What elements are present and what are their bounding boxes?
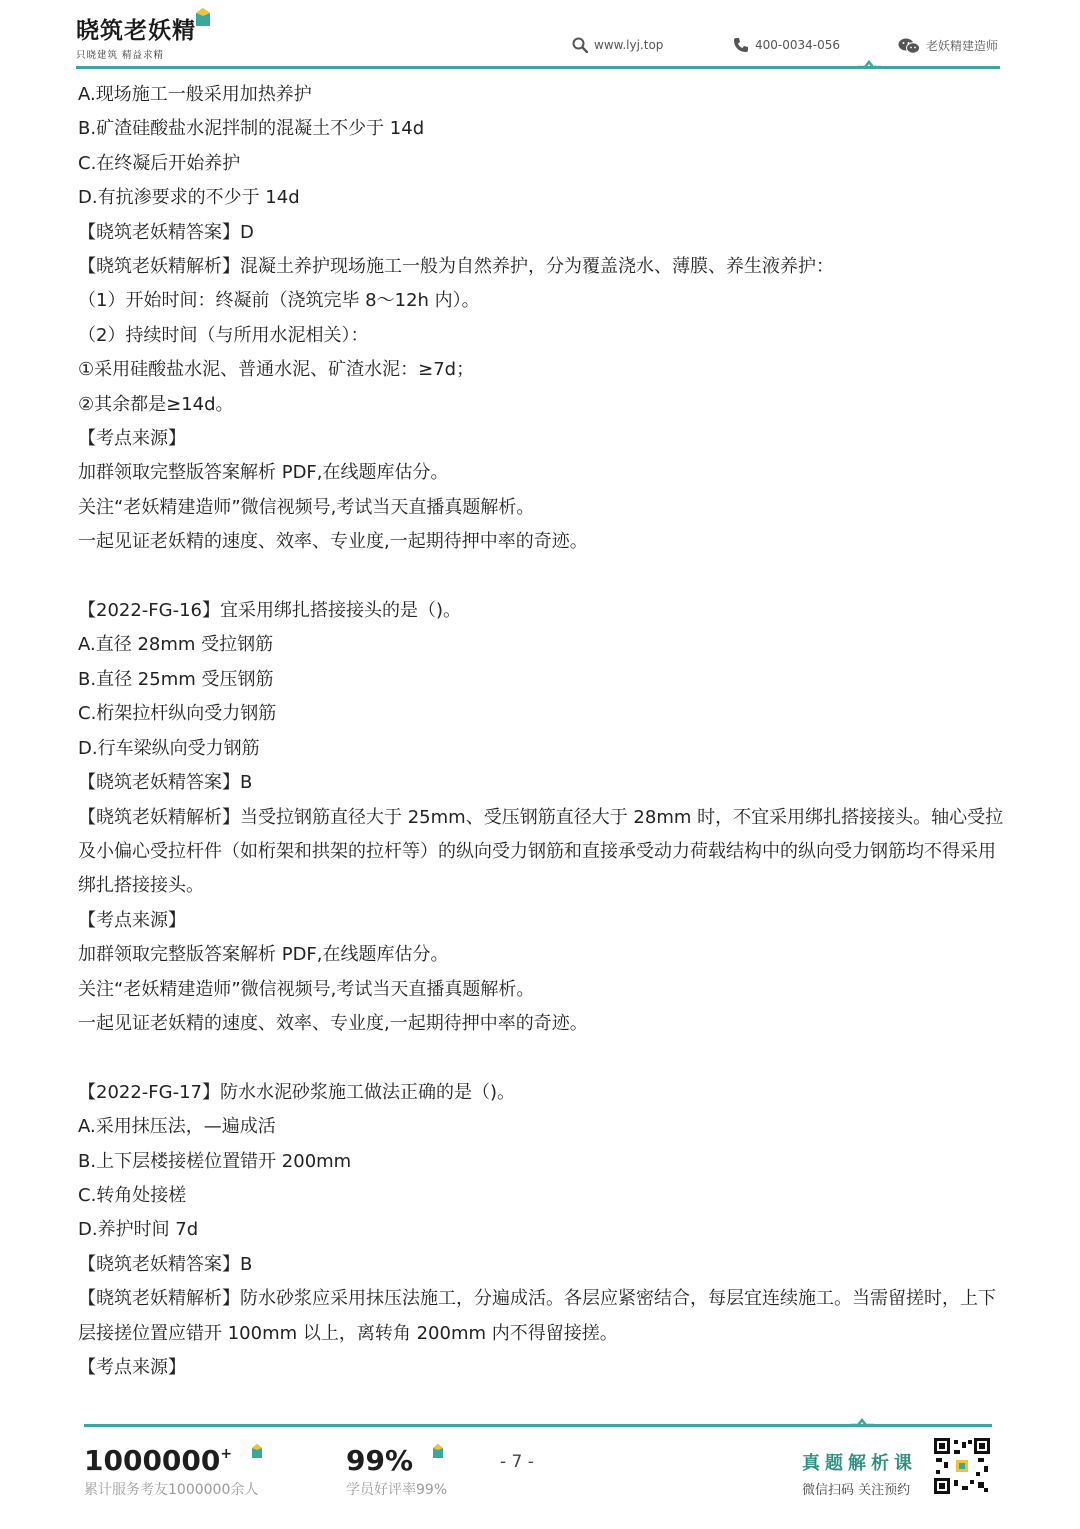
wechat-link[interactable] xyxy=(898,37,998,54)
logo-mark-icon xyxy=(433,1444,443,1458)
analysis-line: （2）持续时间（与所用水泥相关）： xyxy=(78,324,369,346)
option-c: C.转角处接槎 xyxy=(78,1184,187,1206)
stat-users-plus: + xyxy=(220,1446,233,1462)
analysis-line: ①采用硅酸盐水泥、普通水泥、矿渣水泥：≥7d； xyxy=(78,359,475,381)
option-c: C.桁架拉杆纵向受力钢筋 xyxy=(78,703,277,725)
analysis-paragraph: 【晓筑老妖精解析】防水砂浆应采用抹压法施工，分遍成活。各层应紧密结合，每层宜连续施工。当需留搓时，上下层接搓位置应错开 100mm 以上，离转角 200mm 内不得留接搓。 xyxy=(78,1288,996,1344)
answer: 【晓筑老妖精答案】B xyxy=(78,1253,253,1275)
search-icon xyxy=(572,37,588,53)
course-promo xyxy=(802,1449,917,1498)
option-a: A.采用抹压法，—遍成活 xyxy=(78,1116,276,1138)
analysis-paragraph: 【晓筑老妖精解析】当受拉钢筋直径大于 25mm、受压钢筋直径大于 28mm 时，不宜采用绑扎搭接接头。轴心受拉及小偏心受拉杆件（如桁架和拱架的拉杆等）的纵向受力钢筋和直接承受动力荷载结构中的纵向受力钢筋均不得采用绑扎搭接接头。 xyxy=(78,806,1004,897)
stat-rating xyxy=(346,1444,447,1499)
stat-users-number: 1000000 xyxy=(84,1444,221,1477)
course-subtitle: 微信扫码 关注预约 xyxy=(802,1483,911,1498)
phone-text: 400-0034-056 xyxy=(755,38,841,52)
logo-slogan: 只晓建筑 精益求精 xyxy=(76,50,165,61)
option-b: B.矿渣硅酸盐水泥拌制的混凝土不少于 14d xyxy=(78,118,425,140)
promo-line: 一起见证老妖精的速度、效率、专业度,一起期待押中率的奇迹。 xyxy=(78,1012,588,1034)
source-label: 【考点来源】 xyxy=(78,428,186,450)
option-b: B.直径 25mm 受压钢筋 xyxy=(78,668,274,690)
option-c: C.在终凝后开始养护 xyxy=(78,152,241,174)
option-b: B.上下层楼接槎位置错开 200mm xyxy=(78,1150,352,1172)
option-a: A.直径 28mm 受拉钢筋 xyxy=(78,634,274,656)
analysis-line: ②其余都是≥14d。 xyxy=(78,393,234,415)
header-notch xyxy=(857,60,881,68)
brand-logo xyxy=(76,12,196,61)
answer: 【晓筑老妖精答案】B xyxy=(78,772,253,794)
qr-code-icon[interactable] xyxy=(934,1438,990,1494)
promo-line: 一起见证老妖精的速度、效率、专业度,一起期待押中率的奇迹。 xyxy=(78,531,588,553)
footer-notch xyxy=(850,1418,874,1426)
promo-line: 关注“老妖精建造师”微信视频号,考试当天直播真题解析。 xyxy=(78,496,535,518)
option-d: D.行车梁纵向受力钢筋 xyxy=(78,737,260,759)
option-a: A.现场施工一般采用加热养护 xyxy=(78,84,312,105)
source-label: 【考点来源】 xyxy=(78,909,186,931)
page-number: - 7 - xyxy=(500,1452,534,1472)
analysis-line: （1）开始时间：终凝前（浇筑完毕 8～12h 内）。 xyxy=(78,290,480,312)
stat-rating-label: 学员好评率99% xyxy=(346,1482,448,1498)
stat-rating-number: 99% xyxy=(346,1444,414,1477)
answer: 【晓筑老妖精答案】D xyxy=(78,221,254,243)
logo-name: 晓筑老妖精 xyxy=(76,18,196,44)
option-d: D.养护时间 7d xyxy=(78,1219,199,1241)
logo-mark-icon xyxy=(196,8,210,26)
wechat-text: 老妖精建造师 xyxy=(926,39,999,53)
promo-line: 加群领取完整版答案解析 PDF,在线题库估分。 xyxy=(78,462,449,484)
page-header xyxy=(0,0,1080,80)
wechat-icon xyxy=(898,38,920,54)
question-title: 【2022-FG-16】宜采用绑扎搭接接头的是（)。 xyxy=(78,600,462,622)
promo-line: 加群领取完整版答案解析 PDF,在线题库估分。 xyxy=(78,944,449,966)
question-title: 【2022-FG-17】防水水泥砂浆施工做法正确的是（)。 xyxy=(78,1081,516,1103)
website-text: www.lyj.top xyxy=(594,38,664,52)
course-title: 真题解析课 xyxy=(802,1453,917,1474)
stat-users xyxy=(84,1444,262,1499)
promo-line: 关注“老妖精建造师”微信视频号,考试当天直播真题解析。 xyxy=(78,978,535,1000)
source-label: 【考点来源】 xyxy=(78,1357,186,1378)
website-link[interactable] xyxy=(572,37,663,53)
option-d: D.有抗渗要求的不少于 14d xyxy=(78,187,300,209)
stat-users-label: 累计服务考友1000000余人 xyxy=(84,1482,259,1498)
phone-icon xyxy=(733,37,749,53)
phone-link[interactable] xyxy=(733,37,840,53)
page-content xyxy=(78,78,1008,1385)
analysis-line: 【晓筑老妖精解析】混凝土养护现场施工一般为自然养护，分为覆盖浇水、薄膜、养生液养护： xyxy=(78,256,834,278)
logo-mark-icon xyxy=(252,1444,262,1458)
